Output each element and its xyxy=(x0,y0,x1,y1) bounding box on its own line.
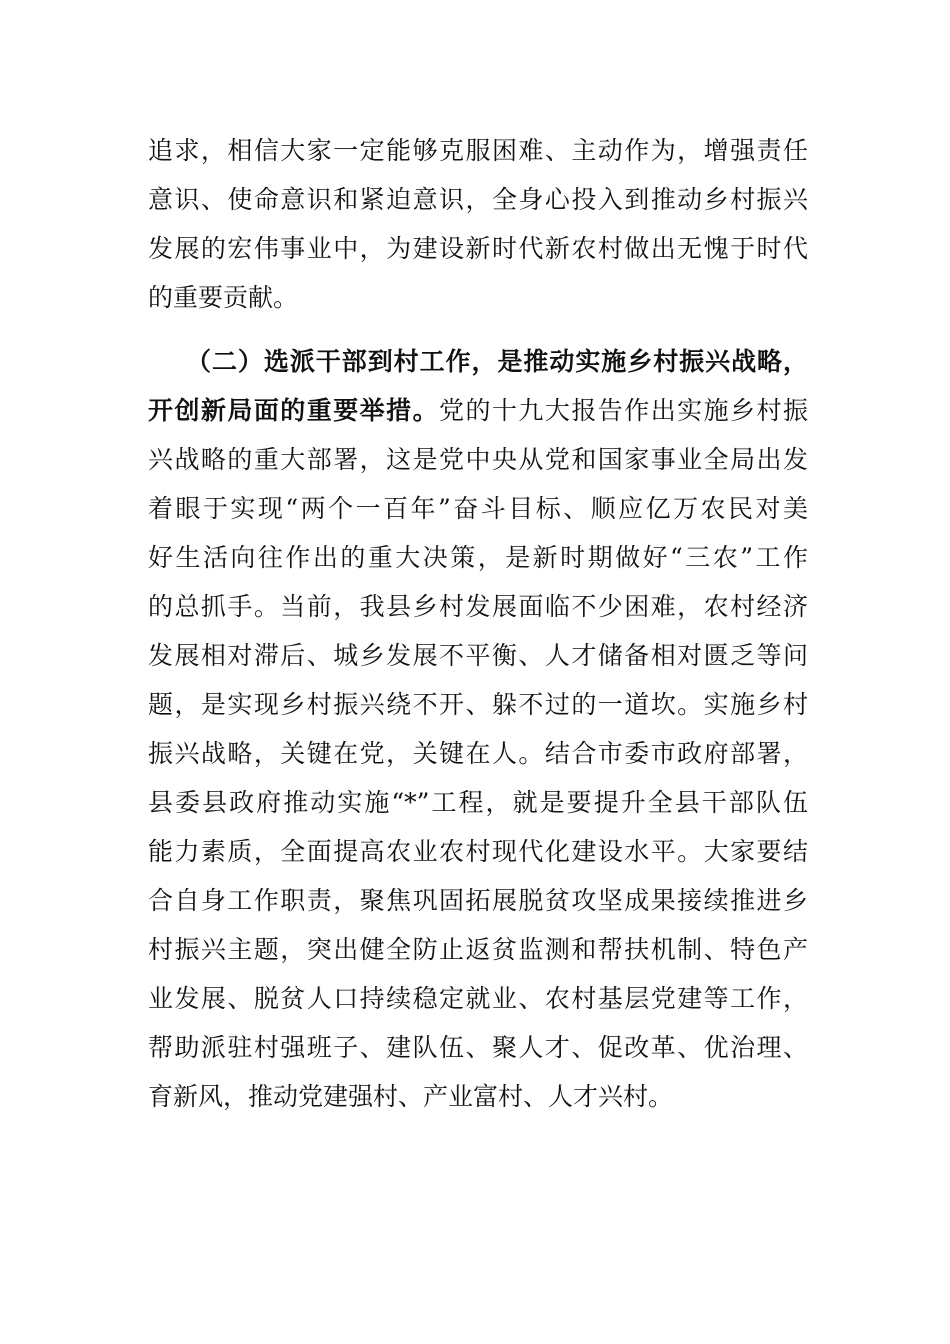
paragraph-2-line-7: 题，是实现乡村振兴绕不开、躲不过的一道坎。实施乡村 xyxy=(148,690,808,719)
paragraph-2-line-15: 育新风，推动党建强村、产业富村、人才兴村。 xyxy=(148,1082,674,1111)
paragraph-2-line-6: 发展相对滞后、城乡发展不平衡、人才储备相对匮乏等问 xyxy=(148,641,808,670)
section-heading-line-1 xyxy=(186,342,808,382)
paragraph-2-line-8: 振兴战略，关键在党，关键在人。结合市委市政府部署， xyxy=(148,739,808,768)
paragraph-2-line-9: 县委县政府推动实施“*”工程，就是要提升全县干部队伍 xyxy=(148,788,808,817)
paragraph-2-line-5: 的总抓手。当前，我县乡村发展面临不少困难，农村经济 xyxy=(148,592,808,621)
paragraph-2-line-1 xyxy=(148,391,808,431)
paragraph-2-line-10: 能力素质，全面提高农业农村现代化建设水平。大家要结 xyxy=(148,837,808,866)
section-heading-continuation: 开创新局面的重要举措。 xyxy=(148,396,440,425)
paragraph-2-line-2: 兴战略的重大部署，这是党中央从党和国家事业全局出发 xyxy=(148,445,808,474)
paragraph-2-line-3: 着眼于实现“两个一百年”奋斗目标、顺应亿万农民对美 xyxy=(148,494,808,523)
paragraph-2-line-4: 好生活向往作出的重大决策，是新时期做好“三农”工作 xyxy=(148,543,808,572)
paragraph-1-line-3: 发展的宏伟事业中，为建设新时代新农村做出无愧于时代 xyxy=(148,234,808,263)
paragraph-2-line-14: 帮助派驻村强班子、建队伍、聚人才、促改革、优治理、 xyxy=(148,1033,808,1062)
paragraph-2-line-13: 业发展、脱贫人口持续稳定就业、农村基层党建等工作， xyxy=(148,984,808,1013)
section-heading: （二）选派干部到村工作，是推动实施乡村振兴战略， xyxy=(186,347,808,376)
paragraph-1-line-2: 意识、使命意识和紧迫意识，全身心投入到推动乡村振兴 xyxy=(148,185,808,214)
paragraph-2-line-11: 合自身工作职责，聚焦巩固拓展脱贫攻坚成果接续推进乡 xyxy=(148,886,808,915)
paragraph-2-line-1-text: 党的十九大报告作出实施乡村振 xyxy=(439,396,808,425)
paragraph-1-line-4: 的重要贡献。 xyxy=(148,283,299,312)
paragraph-2-line-12: 村振兴主题，突出健全防止返贫监测和帮扶机制、特色产 xyxy=(148,935,808,964)
paragraph-1-line-1: 追求，相信大家一定能够克服困难、主动作为，增强责任 xyxy=(148,136,808,165)
